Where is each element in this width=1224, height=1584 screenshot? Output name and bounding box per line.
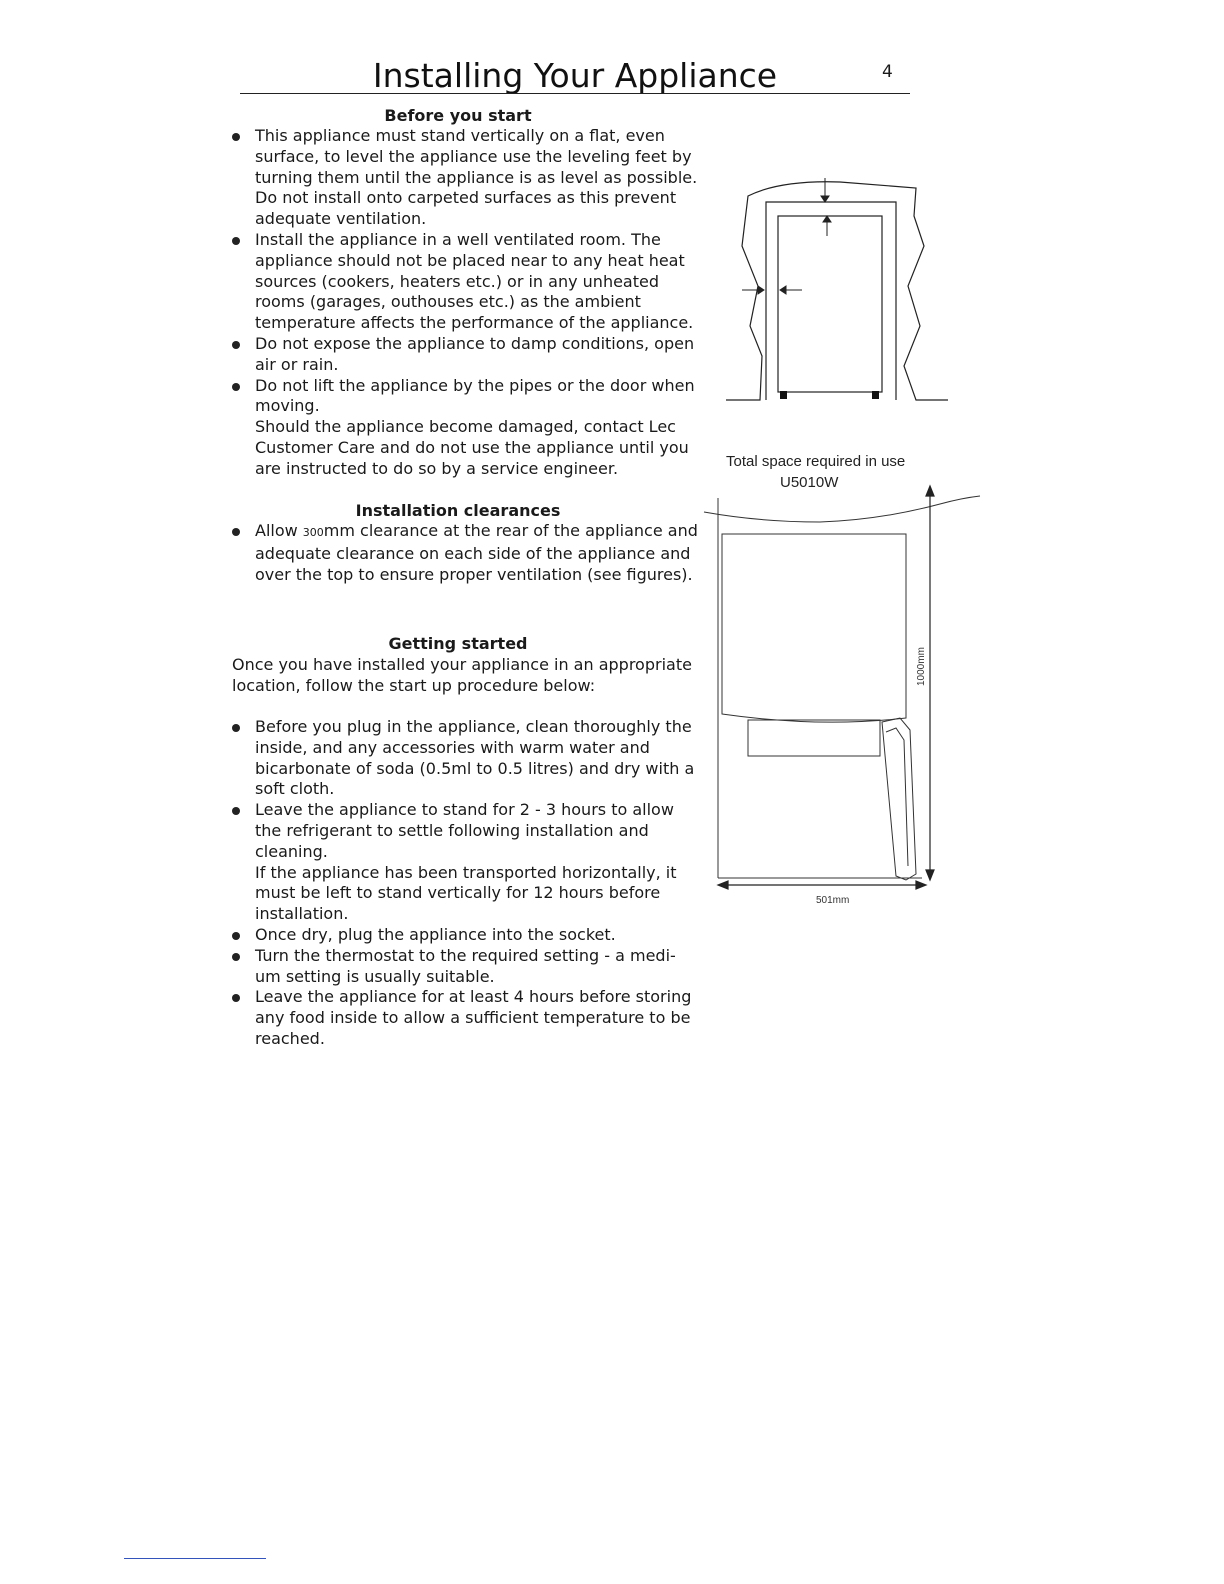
list-item: Leave the appliance to stand for 2 - 3 hours to allow the refrigerant to settle following installation and cleaning. If the appliance has been transported horizontally, it must be left to stand vertically for 12 hours before installation.	[229, 800, 699, 925]
total-space-diagram	[700, 482, 984, 912]
bullet-icon	[232, 932, 240, 940]
wall-line	[704, 496, 980, 522]
section-heading-before-you-start: Before you start	[384, 106, 532, 125]
bullet-icon	[232, 528, 240, 536]
list-item: Leave the appliance for at least 4 hours before storing any food inside to allow a sufficient temperature to be reached.	[229, 987, 699, 1049]
side-clearance-arrows	[742, 286, 802, 294]
bullet-icon	[232, 341, 240, 349]
bullet-icon	[232, 724, 240, 732]
bullet-icon	[232, 994, 240, 1002]
page-title: Installing Your Appliance	[372, 56, 778, 95]
appliance-foot-left	[780, 391, 787, 399]
section-heading-installation-clearances: Installation clearances	[355, 501, 561, 520]
list-item: Do not expose the appliance to damp conditions, open air or rain.	[229, 334, 699, 376]
list-item: Before you plug in the appliance, clean thoroughly the inside, and any accessories with warm water and bicarbonate of soda (0.5ml to 0.5 litres) and dry with a soft cloth.	[229, 717, 699, 800]
footer-rule	[124, 1558, 266, 1559]
list-item: Install the appliance in a well ventilated room. The appliance should not be placed near to any heat heat sources (cookers, heaters etc.) or in any unheated rooms (garages, outhouses etc.) as the ambient temperature affects the performance of the appliance.	[229, 230, 699, 334]
figure-caption: Total space required in use	[726, 453, 906, 470]
bullet-icon	[232, 953, 240, 961]
height-arrow	[926, 486, 934, 880]
open-door	[882, 718, 916, 880]
cabinet-top	[722, 534, 906, 722]
title-divider	[240, 93, 910, 94]
appliance-foot-right	[872, 391, 879, 399]
bullet-icon	[232, 807, 240, 815]
drawer-panel	[748, 720, 880, 756]
top-clearance-arrows	[821, 178, 831, 236]
list-item: Once dry, plug the appliance into the socket.	[229, 925, 699, 946]
width-arrow	[718, 881, 926, 889]
list-item: Do not lift the appliance by the pipes or the door when moving. Should the appliance become damaged, contact Lec Customer Care and do not use the appliance until you are instructed to do so by a service engineer.	[229, 376, 699, 480]
bullet-icon	[232, 383, 240, 391]
list-item: Turn the thermostat to the required setting - a medi- um setting is usually suitable.	[229, 946, 699, 988]
page-number: 4	[882, 62, 893, 82]
width-dimension-label: 501mm	[816, 895, 850, 906]
clearance-diagram-figure	[720, 176, 960, 408]
before-start-list	[229, 126, 699, 480]
figure-model: U5010W	[780, 474, 839, 491]
recess-outline	[766, 202, 896, 400]
getting-started-list	[229, 717, 699, 1050]
list-item: This appliance must stand vertically on a flat, even surface, to level the appliance use the leveling feet by turning them until the appliance is as level as possible. Do not install onto carpeted surfaces as this prevent adequate ventilation.	[229, 126, 699, 230]
bullet-icon	[232, 133, 240, 141]
section-heading-getting-started: Getting started	[388, 634, 528, 653]
height-dimension-label: 1000mm	[916, 647, 927, 686]
getting-started-intro: Once you have installed your appliance in an appropriate location, follow the start up procedure below:	[232, 655, 692, 695]
clearances-list	[229, 521, 699, 585]
bullet-icon	[232, 237, 240, 245]
appliance-outline	[778, 216, 882, 392]
list-item: Allow 300mm clearance at the rear of the appliance and adequate clearance on each side of the appliance and over the top to ensure proper ventilation (see figures).	[229, 521, 699, 585]
